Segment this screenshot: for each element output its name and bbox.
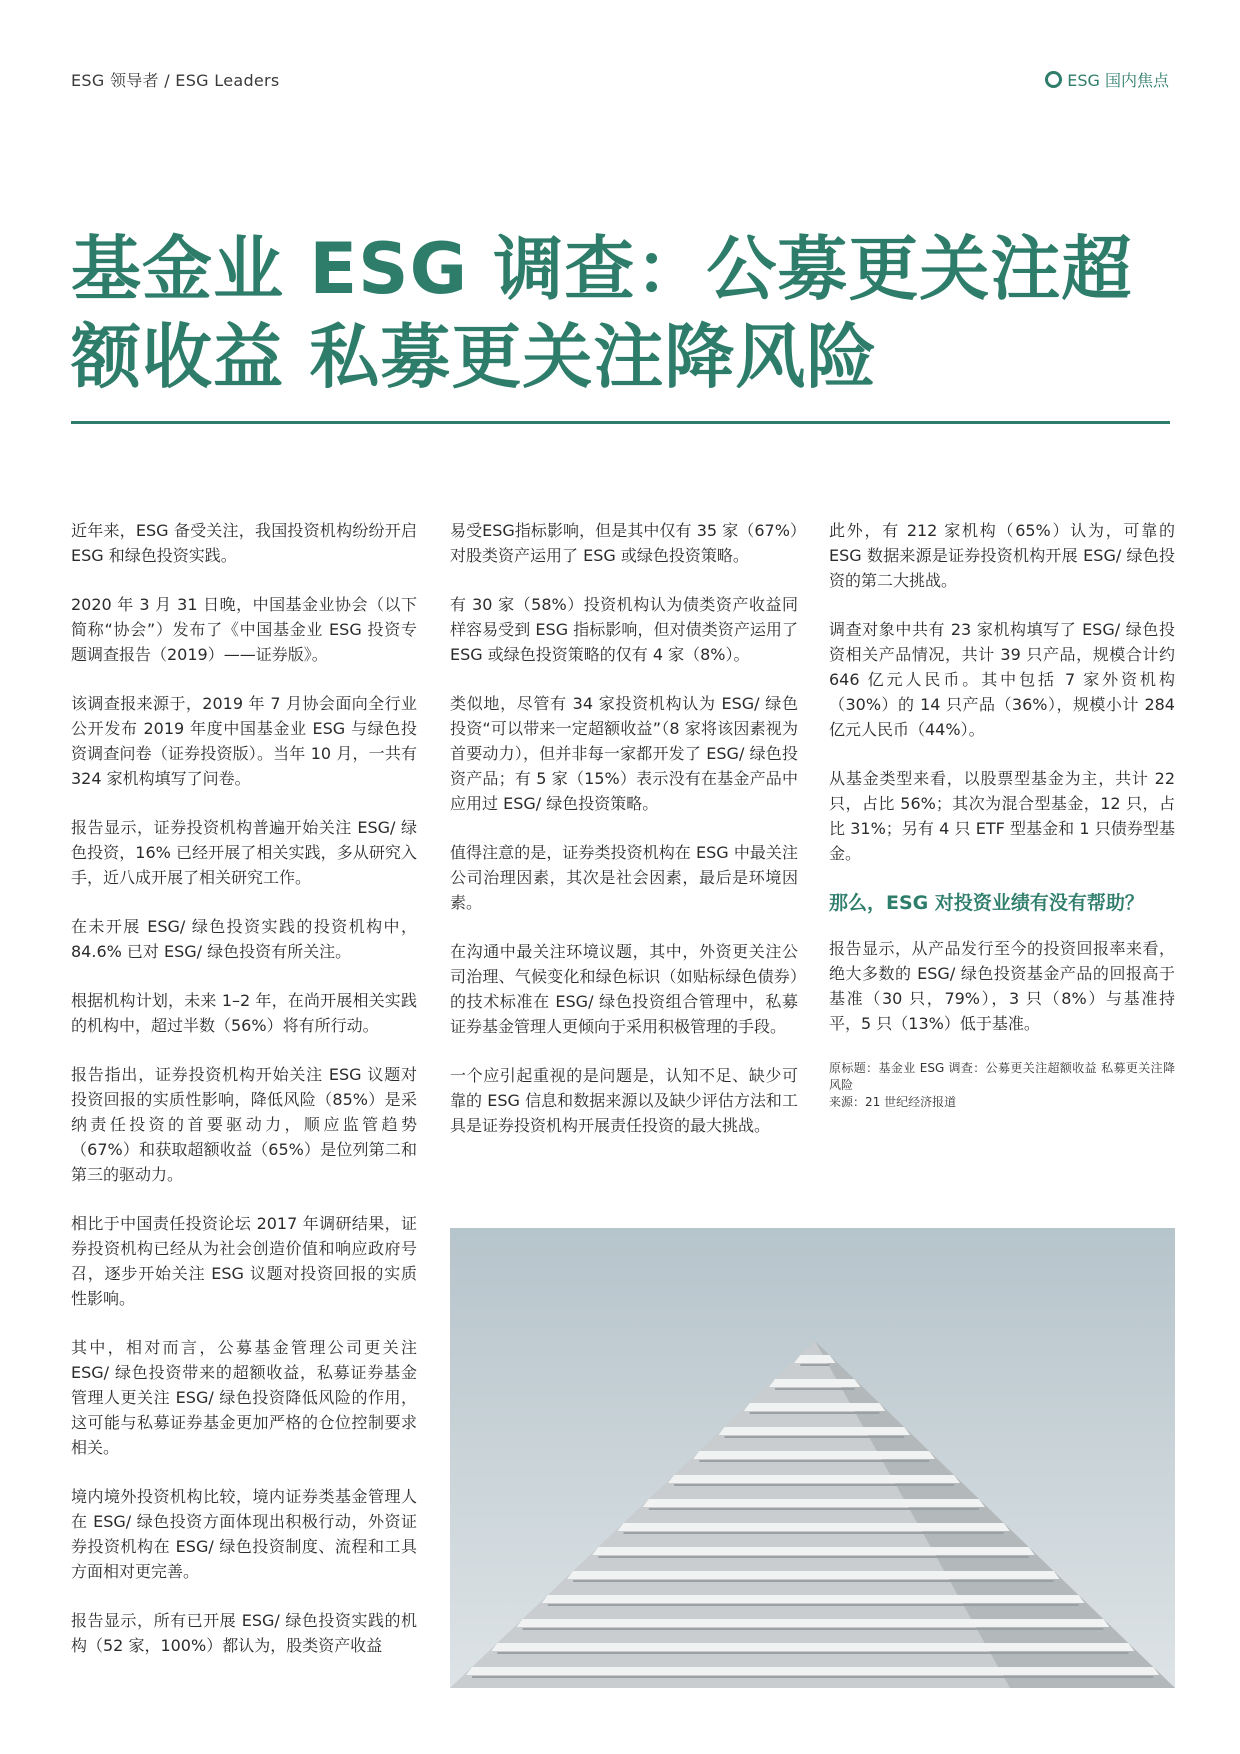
paragraph: 报告显示，所有已开展 ESG/ 绿色投资实践的机构（52 家，100%）都认为，股类资产收益	[71, 1611, 417, 1655]
paragraph: 其中，相对而言，公募基金管理公司更关注 ESG/ 绿色投资带来的超额收益，私募证券基金管理人更关注 ESG/ 绿色投资降低风险的作用，这可能与私募证券基金更加严格的仓位控制要求相关。	[71, 1338, 417, 1457]
paragraph: 2020 年 3 月 31 日晚，中国基金业协会（以下简称“协会”）发布了《中国基金业 ESG 投资专题调查报告（2019）——证券版》。	[71, 595, 417, 664]
column-3	[829, 518, 1175, 1111]
paragraph: 报告显示，从产品发行至今的投资回报率来看，绝大多数的 ESG/ 绿色投资基金产品的回报高于基准（30 只，79%），3 只（8%）与基准持平，5 只（13%）低于基准。	[829, 939, 1175, 1033]
paragraph: 境内境外投资机构比较，境内证券类基金管理人在 ESG/ 绿色投资方面体现出积极行动，外资证券投资机构在 ESG/ 绿色投资制度、流程和工具方面相对更完善。	[71, 1487, 417, 1581]
article-title: 基金业 ESG 调查：公募更关注超额收益 私募更关注降风险	[71, 228, 1133, 398]
source-original-title: 原标题：基金业 ESG 调查：公募更关注超额收益 私募更关注降风险	[829, 1061, 1175, 1092]
section-tag	[1045, 68, 1169, 91]
section-subheading: 那么，ESG 对投资业绩有没有帮助？	[829, 892, 1144, 914]
ring-icon	[1045, 71, 1062, 88]
column-2	[450, 518, 798, 1162]
building-photo	[450, 1228, 1175, 1688]
paragraph: 相比于中国责任投资论坛 2017 年调研结果，证券投资机构已经从为社会创造价值和响应政府号召，逐步开始关注 ESG 议题对投资回报的实质性影响。	[71, 1214, 417, 1308]
paragraph: 类似地，尽管有 34 家投资机构认为 ESG/ 绿色投资“可以带来一定超额收益”（8 家将该因素视为首要动力），但并非每一家都开发了 ESG/ 绿色投资产品；有 5 家（15%）表示没有在基金产品中应用过 ESG/ 绿色投资策略。	[450, 694, 798, 813]
source-credit: 来源：21 世纪经济报道	[829, 1095, 957, 1109]
title-rule	[71, 421, 1170, 424]
paragraph: 报告显示，证券投资机构普遍开始关注 ESG/ 绿色投资，16% 已经开展了相关实践，多从研究入手，近八成开展了相关研究工作。	[71, 818, 417, 887]
paragraph: 有 30 家（58%）投资机构认为债类资产收益同样容易受到 ESG 指标影响，但对债类资产运用了 ESG 或绿色投资策略的仅有 4 家（8%）。	[450, 595, 798, 664]
paragraph: 近年来，ESG 备受关注，我国投资机构纷纷开启 ESG 和绿色投资实践。	[71, 521, 417, 565]
running-header: ESG 领导者 / ESG Leaders	[71, 71, 280, 90]
paragraph: 该调查报来源于，2019 年 7 月协会面向全行业公开发布 2019 年度中国基金业 ESG 与绿色投资调查问卷（证券投资版）。当年 10 月，一共有 324 家机构填写了问卷。	[71, 694, 417, 788]
paragraph: 报告指出，证券投资机构开始关注 ESG 议题对投资回报的实质性影响，降低风险（85%）是采纳责任投资的首要驱动力，顺应监管趋势（67%）和获取超额收益（65%）是位列第二和第三的驱动力。	[71, 1065, 417, 1184]
paragraph: 根据机构计划，未来 1–2 年，在尚开展相关实践的机构中，超过半数（56%）将有所行动。	[71, 991, 417, 1035]
paragraph: 易受ESG指标影响，但是其中仅有 35 家（67%）对股类资产运用了 ESG 或绿色投资策略。	[450, 521, 798, 565]
paragraph: 一个应引起重视的是问题是，认知不足、缺少可靠的 ESG 信息和数据来源以及缺少评估方法和工具是证券投资机构开展责任投资的最大挑战。	[450, 1066, 798, 1135]
paragraph: 此外，有 212 家机构（65%）认为，可靠的 ESG 数据来源是证券投资机构开展 ESG/ 绿色投资的第二大挑战。	[829, 521, 1175, 590]
paragraph: 在沟通中最关注环境议题，其中，外资更关注公司治理、气候变化和绿色标识（如贴标绿色债券）的技术标准在 ESG/ 绿色投资组合管理中，私募证券基金管理人更倾向于采用积极管理的手段。	[450, 942, 798, 1036]
section-tag-label: ESG 国内焦点	[1067, 71, 1169, 90]
paragraph: 调查对象中共有 23 家机构填写了 ESG/ 绿色投资相关产品情况，共计 39 只产品，规模合计约 646 亿元人民币。其中包括 7 家外资机构（30%）的 14 只产品（36%），规模小计 284 亿元人民币（44%）。	[829, 620, 1175, 739]
paragraph: 值得注意的是，证券类投资机构在 ESG 中最关注公司治理因素，其次是社会因素，最后是环境因素。	[450, 843, 798, 912]
paragraph: 从基金类型来看，以股票型基金为主，共计 22 只，占比 56%；其次为混合型基金，12 只，占比 31%；另有 4 只 ETF 型基金和 1 只债券型基金。	[829, 769, 1175, 863]
paragraph: 在未开展 ESG/ 绿色投资实践的投资机构中，84.6% 已对 ESG/ 绿色投资有所关注。	[71, 917, 417, 961]
column-1	[71, 518, 417, 1682]
